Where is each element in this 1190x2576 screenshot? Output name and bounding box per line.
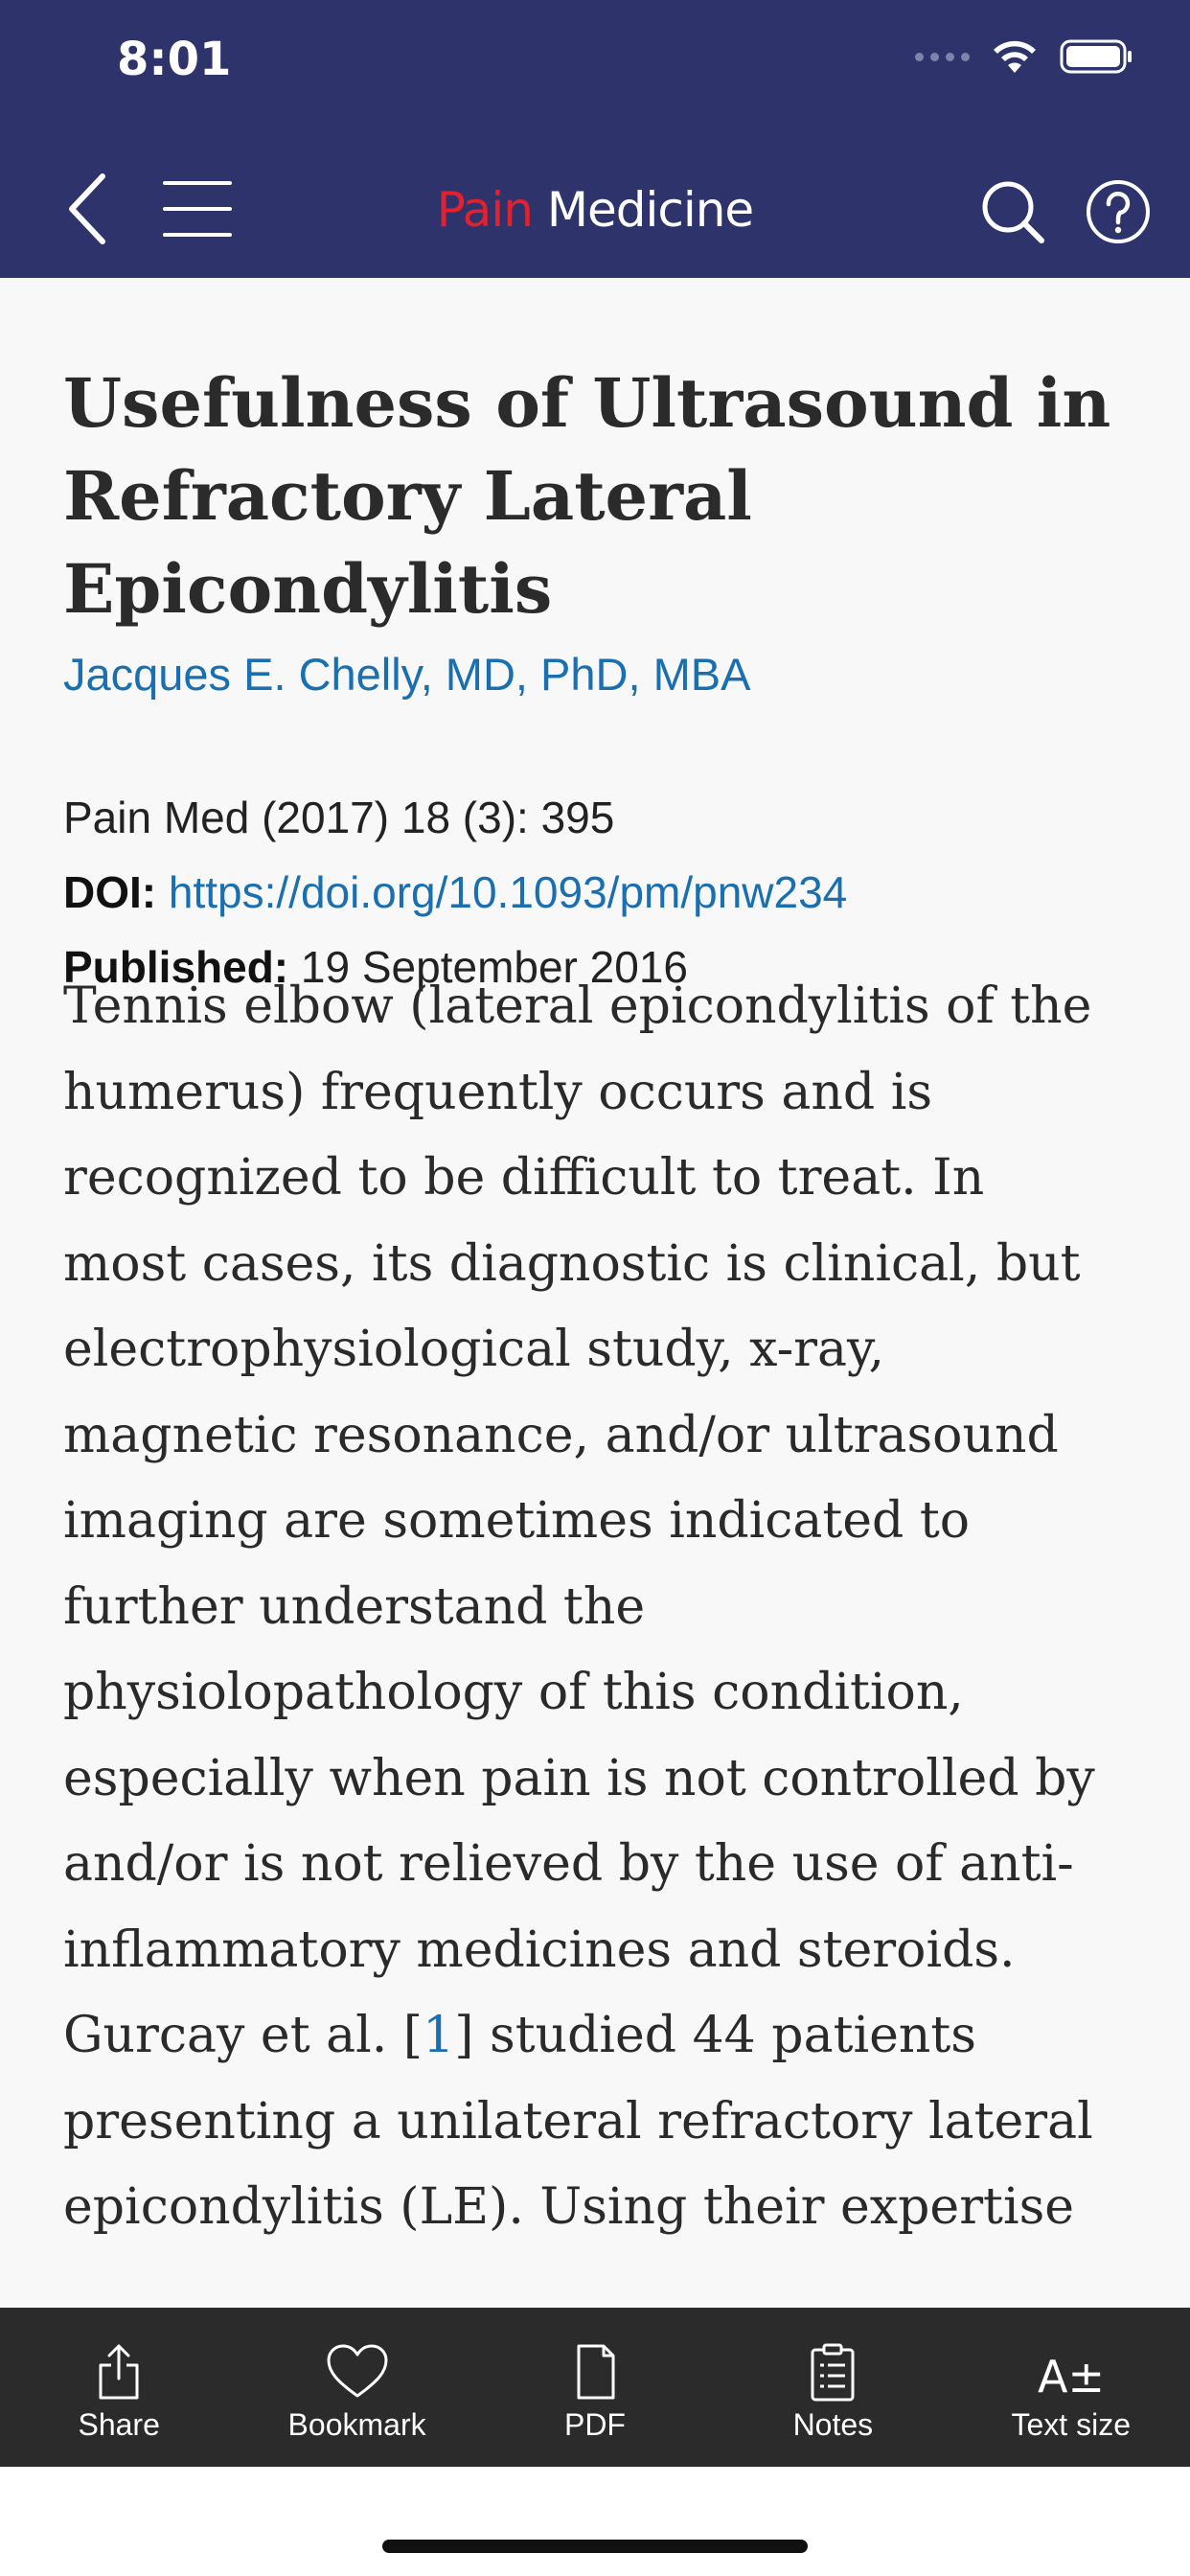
body-line: presenting a unilateral refractory lateral xyxy=(63,2092,1093,2150)
brand-medicine: Medicine xyxy=(546,182,754,238)
body-line: epicondylitis (LE). Using their expertise xyxy=(63,2178,1075,2236)
body-line: recognized to be difficult to treat. In xyxy=(63,1149,985,1207)
bookmark-button[interactable] xyxy=(239,2308,476,2467)
share-icon xyxy=(85,2342,152,2402)
reference-link[interactable]: 1 xyxy=(423,2007,455,2064)
text-size-button[interactable] xyxy=(952,2308,1190,2467)
brand-pain: Pain xyxy=(436,182,533,238)
body-line: inflammatory medicines and steroids. xyxy=(63,1920,1016,1979)
title-line: Usefulness of Ultrasound in xyxy=(63,363,1111,443)
status-time: 8:01 xyxy=(117,33,232,86)
body-text-span: ] studied 44 patients xyxy=(454,2007,976,2064)
article-body xyxy=(63,964,1156,2251)
body-line: further understand the xyxy=(63,1577,646,1636)
title-line: Epicondylitis xyxy=(63,549,553,629)
body-line: magnetic resonance, and/or ultrasound xyxy=(63,1406,1059,1464)
status-icons xyxy=(915,38,1133,75)
body-line: most cases, its diagnostic is clinical, but xyxy=(63,1234,1081,1293)
body-text-span: Gurcay et al. [ xyxy=(63,2007,423,2064)
home-indicator-area xyxy=(0,2467,1190,2576)
cellular-signal-icon xyxy=(915,53,970,61)
doi-link[interactable]: https://doi.org/10.1093/pm/pnw234 xyxy=(168,867,848,917)
body-line: physiolopathology of this condition, xyxy=(63,1664,964,1721)
search-icon xyxy=(980,179,1045,244)
published-label: Published: xyxy=(63,942,289,992)
citation: Pain Med (2017) 18 (3): 395 xyxy=(63,793,615,842)
wifi-icon xyxy=(991,38,1039,75)
text-size-icon xyxy=(1038,2342,1105,2402)
author-link[interactable]: Jacques E. Chelly, MD, PhD, MBA xyxy=(63,649,751,700)
app-header xyxy=(0,0,1190,278)
share-button[interactable] xyxy=(0,2308,238,2467)
battery-icon xyxy=(1060,39,1133,74)
clipboard-icon xyxy=(799,2342,866,2402)
bottom-toolbar xyxy=(0,2308,1190,2467)
notes-button[interactable] xyxy=(714,2308,951,2467)
search-button[interactable] xyxy=(979,178,1046,245)
body-line: imaging are sometimes indicated to xyxy=(63,1492,971,1550)
body-line: electrophysiological study, x-ray, xyxy=(63,1321,885,1378)
body-line: Tennis elbow (lateral epicondylitis of the xyxy=(63,978,1092,1035)
article-content[interactable] xyxy=(0,278,1190,2308)
title-line: Refractory Lateral xyxy=(63,456,752,536)
document-icon xyxy=(561,2342,629,2402)
pdf-button[interactable] xyxy=(476,2308,714,2467)
help-icon xyxy=(1086,179,1151,244)
bookmark-label: Bookmark xyxy=(287,2407,426,2442)
article-title xyxy=(63,356,1127,635)
text-size-glyph: A± xyxy=(1037,2351,1105,2402)
notes-label: Notes xyxy=(792,2407,874,2442)
heart-icon xyxy=(324,2342,391,2402)
body-line: humerus) frequently occurs and is xyxy=(63,1063,933,1121)
published-date: 19 September 2016 xyxy=(300,942,688,992)
home-indicator[interactable] xyxy=(382,2540,808,2553)
doi-row xyxy=(63,866,847,918)
help-button[interactable] xyxy=(1085,178,1152,245)
body-line xyxy=(63,1993,1156,2080)
body-line: especially when pain is not controlled by xyxy=(63,1749,1095,1807)
pdf-label: PDF xyxy=(563,2407,626,2442)
doi-label: DOI: xyxy=(63,867,157,917)
share-label: Share xyxy=(78,2407,160,2442)
body-line: and/or is not relieved by the use of anti- xyxy=(63,1835,1074,1893)
text-size-label: Text size xyxy=(1011,2407,1131,2442)
